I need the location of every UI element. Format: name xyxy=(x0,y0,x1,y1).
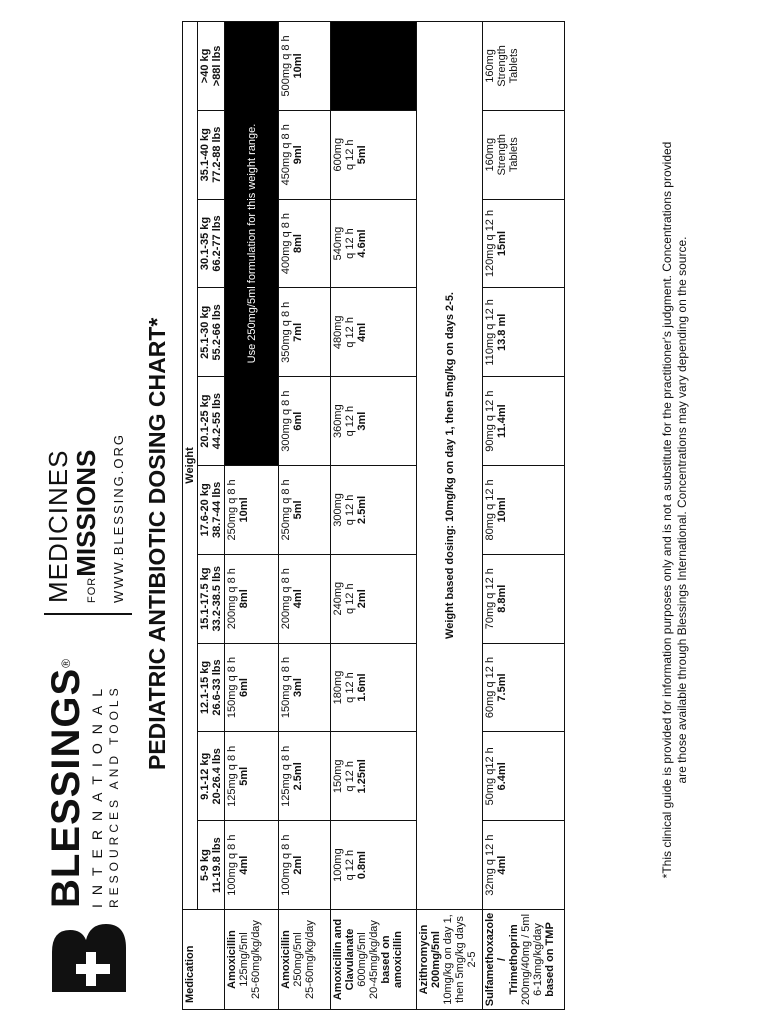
dose-cell: 100mg q 12 h 0.8ml xyxy=(331,821,417,910)
weight-col-header: 35.1-40 kg 77.2-88 lbs xyxy=(198,110,225,199)
dose-cell: 200mg q 8 h 8ml xyxy=(225,554,279,643)
dose-cell: 50mg q12 h 6.4ml xyxy=(483,732,565,821)
weight-col-header: 5-9 kg 11-19.8 lbs xyxy=(198,821,225,910)
dose-cell: 80mg q 12 h 10ml xyxy=(483,466,565,555)
dose-cell: 150mg q 8 h 6ml xyxy=(225,643,279,732)
dose-cell: 250mg q 8 h 5ml xyxy=(279,466,331,555)
medication-header: Medication xyxy=(183,910,225,1010)
blank-black-cell xyxy=(331,21,417,110)
dose-cell: 300mg q 8 h 6ml xyxy=(279,377,331,466)
dose-cell: 180mg q 12 h 1.6ml xyxy=(331,643,417,732)
formulation-note: Use 250mg/5ml formulation for this weight range. xyxy=(225,21,279,465)
dose-cell: 600mg q 12 h 5ml xyxy=(331,110,417,199)
disclaimer-line-2: are those available through Blessings International. Concentrations may vary depending on the source. xyxy=(675,236,689,784)
dose-cell: 250mg q 8 h 10ml xyxy=(225,466,279,555)
medication-cell: Amoxicillin 125mg/5ml 25-60mg/kg/day xyxy=(225,910,279,1010)
dose-cell: 125mg q 8 h 2.5ml xyxy=(279,732,331,821)
dose-cell: 125mg q 8 h 5ml xyxy=(225,732,279,821)
table-row-azithromycin xyxy=(417,21,483,1009)
weight-col-header: 25.1-30 kg 55.2-66 lbs xyxy=(198,288,225,377)
dose-cell: 240mg q 12 h 2ml xyxy=(331,554,417,643)
dose-cell: 480mg q 12 h 4ml xyxy=(331,288,417,377)
dose-cell: 120mg q 12 h 15ml xyxy=(483,199,565,288)
website-url: WWW.BLESSING.ORG xyxy=(111,433,126,603)
table-row-sulfamethoxazole-trimethoprim xyxy=(483,21,565,1009)
weight-col-header: 12.1-15 kg 26.6-33 lbs xyxy=(198,643,225,732)
dose-cell: 360mg q 12 h 3ml xyxy=(331,377,417,466)
weight-col-header: 20.1-25 kg 44.2-55 lbs xyxy=(198,377,225,466)
table-row-amoxicillin-250 xyxy=(279,21,331,1009)
weight-col-header: 17.6-20 kg 38.7-44 lbs xyxy=(198,466,225,555)
dose-cell: 110mg q 12 h 13.8 ml xyxy=(483,288,565,377)
tablet-cell: 160mg Strength Tablets xyxy=(483,21,565,110)
blessings-cross-logo-icon xyxy=(48,920,128,1000)
table-row-amoxicillin-125 xyxy=(225,21,279,1009)
dose-cell: 450mg q 8 h 9ml xyxy=(279,110,331,199)
mfm-for: FOR xyxy=(86,576,98,603)
dose-cell: 60mg q 12 h 7.5ml xyxy=(483,643,565,732)
mfm-missions: MISSIONS xyxy=(71,449,101,577)
dose-cell: 350mg q 8 h 7ml xyxy=(279,288,331,377)
medicines-for-missions-logo xyxy=(44,303,132,615)
brand-tagline: INTERNATIONAL xyxy=(89,680,105,908)
weight-header: Weight xyxy=(183,21,198,909)
dosing-table xyxy=(182,21,565,1010)
weight-col-header: 30.1-35 kg 66.2-77 lbs xyxy=(198,199,225,288)
dose-cell: 540mg q 12 h 4.6ml xyxy=(331,199,417,288)
dose-cell: 500mg q 8 h 10ml xyxy=(279,21,331,110)
dose-cell: 70mg q 12 h 8.8ml xyxy=(483,554,565,643)
weight-col-header: 15.1-17.5 kg 33.2-38.5 lbs xyxy=(198,554,225,643)
dose-cell: 90mg q 12 h 11.4ml xyxy=(483,377,565,466)
dose-cell: 150mg q 8 h 3ml xyxy=(279,643,331,732)
medication-cell: Amoxicillin and Clavulanate 600mg/5ml 20-45mg/kg/day based on amoxicillin xyxy=(331,910,417,1010)
disclaimer-line-1: *This clinical guide is provided for information purposes only and is not a substitute for the practitioner's judgment. Concentrations provided xyxy=(660,141,674,879)
dose-cell: 300mg q 12 h 2.5ml xyxy=(331,466,417,555)
brand-subtitle: RESOURCES AND TOOLS xyxy=(107,684,121,908)
dose-cell: 100mg q 8 h 4ml xyxy=(225,821,279,910)
table-header-row-1 xyxy=(183,21,198,1009)
medication-cell: Sulfamethoxazole / Trimethoprim 200mg/40mg / 5ml 6-13mg/kg/day based on TMP xyxy=(483,910,565,1010)
weight-based-dosing-note: Weight based dosing: 10mg/kg on day 1, then 5mg/kg on days 2-5. xyxy=(417,21,483,909)
registered-mark: ® xyxy=(59,658,73,668)
tablet-cell: 160mg Strength Tablets xyxy=(483,110,565,199)
dose-cell: 400mg q 8 h 8ml xyxy=(279,199,331,288)
brand-name: BLESSINGS xyxy=(44,667,88,908)
weight-col-header: 9.1-12 kg 20-26.4 lbs xyxy=(198,732,225,821)
medication-cell: Azithromycin 200mg/5ml 10mg/kg on day 1, then 5mg/kg days 2-5 xyxy=(417,910,483,1010)
dose-cell: 100mg q 8 h 2ml xyxy=(279,821,331,910)
chart-title: PEDIATRIC ANTIBIOTIC DOSING CHART* xyxy=(144,317,170,770)
mfm-medicines: MEDICINES xyxy=(43,449,73,603)
table-header-row-2 xyxy=(198,21,225,1009)
disclaimer-footer xyxy=(660,20,690,1000)
dose-cell: 150mg q 12 h 1.25ml xyxy=(331,732,417,821)
table-row-amoxicillin-clavulanate xyxy=(331,21,417,1009)
header-logo-block xyxy=(44,300,132,1000)
brand-text xyxy=(44,658,122,908)
weight-col-header: >40 kg >88l lbs xyxy=(198,21,225,110)
medication-cell: Amoxicillin 250mg/5ml 25-60mg/kg/day xyxy=(279,910,331,1010)
dose-cell: 200mg q 8 h 4ml xyxy=(279,554,331,643)
dose-cell: 32mg q 12 h 4ml xyxy=(483,821,565,910)
